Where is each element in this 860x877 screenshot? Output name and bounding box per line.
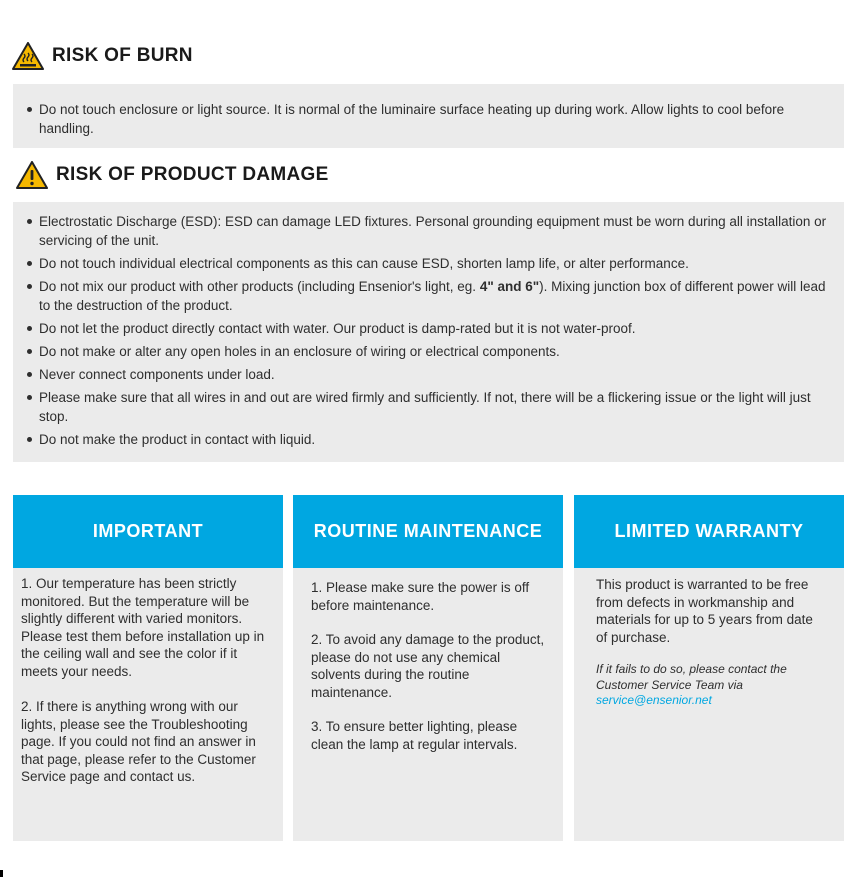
risk-of-burn-title: RISK OF BURN <box>52 45 193 66</box>
list-item-text: ). Mixing junction box of different power will lead to the destruction of the product. <box>39 279 826 313</box>
list-item <box>23 277 834 315</box>
risk-of-burn-box <box>13 84 844 148</box>
maintenance-title: ROUTINE MAINTENANCE <box>313 521 543 541</box>
list-item: Never connect components under load. <box>23 365 834 384</box>
list-item: Electrostatic Discharge (ESD): ESD can damage LED fixtures. Personal grounding equipment must be worn during all installation or servicing of the unit. <box>23 212 834 250</box>
hot-surface-warning-icon <box>12 42 44 70</box>
important-body <box>13 568 283 786</box>
risk-of-burn-header <box>12 42 193 70</box>
warranty-paragraph: This product is warranted to be free from defects in workmanship and materials for up to 5 years from date of purchase. <box>596 577 813 645</box>
maintenance-paragraph-2: 2. To avoid any damage to the product, please do not use any chemical solvents during the routine maintenance. <box>311 632 545 700</box>
important-title: IMPORTANT <box>92 521 204 541</box>
warranty-banner <box>574 495 844 568</box>
warranty-contact-note: If it fails to do so, please contact the Customer Service Team via <box>596 662 787 692</box>
warranty-body <box>574 568 844 709</box>
warranty-email-link[interactable]: service@ensenior.net <box>596 693 712 707</box>
warranty-card <box>574 495 844 841</box>
list-item: Do not make or alter any open holes in an enclosure of wiring or electrical components. <box>23 342 834 361</box>
maintenance-body <box>293 568 563 753</box>
risk-of-damage-header <box>16 161 329 189</box>
list-item: Please make sure that all wires in and out are wired firmly and sufficiently. If not, there will be a flickering issue or the light will just stop. <box>23 388 834 426</box>
important-paragraph-2: 2. If there is anything wrong with our lights, please see the Troubleshooting page. If you could not find an answer in that page, please refer to the Customer Service page and contact us. <box>21 699 256 784</box>
risk-of-damage-list <box>23 212 834 449</box>
list-item: Do not let the product directly contact with water. Our product is damp-rated but it is not water-proof. <box>23 319 834 338</box>
list-item: Do not make the product in contact with liquid. <box>23 430 834 449</box>
product-size-emphasis: 4" and 6" <box>479 279 540 294</box>
important-card <box>13 495 283 841</box>
list-item-text: Do not mix our product with other products (including Ensenior's light, eg. <box>39 279 480 294</box>
maintenance-paragraph-3: 3. To ensure better lighting, please clean the lamp at regular intervals. <box>311 719 518 752</box>
risk-of-damage-box <box>13 202 844 462</box>
important-banner <box>13 495 283 568</box>
important-paragraph-1: 1. Our temperature has been strictly monitored. But the temperature will be slightly different with varied monitors. Please test them before installation up in the ceiling wall and see the color if it meets your needs. <box>21 576 265 679</box>
risk-of-damage-title: RISK OF PRODUCT DAMAGE <box>56 164 329 185</box>
exclamation-warning-icon <box>16 161 48 189</box>
maintenance-banner <box>293 495 563 568</box>
list-item: Do not touch enclosure or light source. It is normal of the luminaire surface heating up during work. Allow lights to cool before handling. <box>23 100 834 138</box>
maintenance-card <box>293 495 563 841</box>
maintenance-paragraph-1: 1. Please make sure the power is off before maintenance. <box>311 580 530 613</box>
edge-mark <box>0 870 3 877</box>
warranty-title: LIMITED WARRANTY <box>614 521 804 541</box>
risk-of-burn-list <box>23 100 834 138</box>
list-item: Do not touch individual electrical components as this can cause ESD, shorten lamp life, or alter performance. <box>23 254 834 273</box>
